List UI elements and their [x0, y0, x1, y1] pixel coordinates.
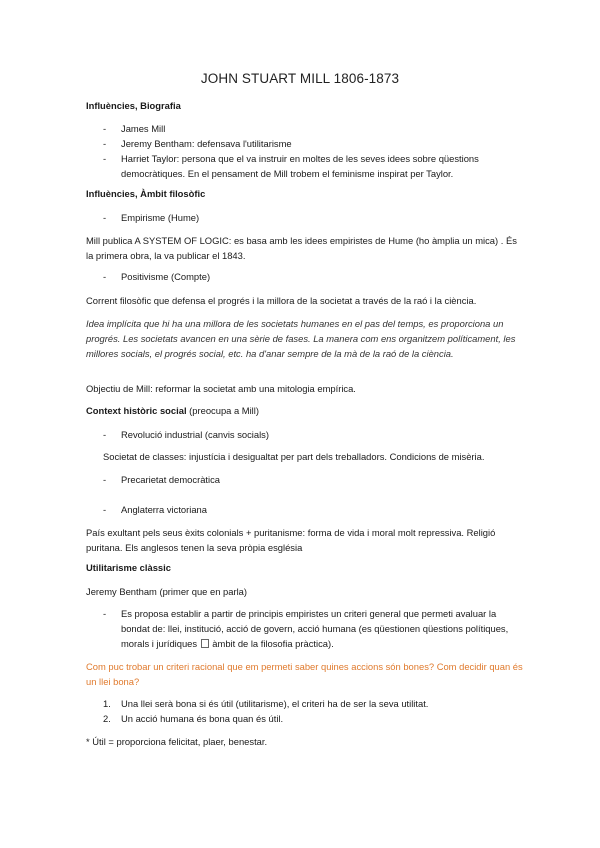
paragraph: Corrent filosòfic que defensa el progrés i la millora de la societat a través de la raó i la ciència.: [86, 295, 477, 306]
footnote: * Útil = proporciona felicitat, plaer, benestar.: [86, 736, 268, 747]
list-dash: -: [103, 504, 107, 515]
list-item-text: Anglaterra victoriana: [121, 504, 207, 515]
numbered-item-text: Un acció humana és bona quan és útil.: [121, 713, 284, 724]
list-item-text: Harriet Taylor: persona que el va instruir en moltes de les seves idees sobre qüestions democràtiques. En el pensament de Mill trobem el feminisme inspirat per Taylor.: [121, 153, 479, 179]
list-item-text: James Mill: [121, 123, 166, 134]
list-item-text: Empirisme (Hume): [121, 212, 200, 223]
section-heading-biografia: Influències, Biografia: [86, 100, 181, 111]
list-item-text: Revolució industrial (canvis socials): [121, 429, 269, 440]
question-paragraph: Com puc trobar un criteri racional que em permeti saber quines accions són bones? Com decidir quan és un llei bona?: [86, 661, 523, 687]
numbered-item-text: Una llei serà bona si és útil (utilitarisme), el criteri ha de ser la seva utilitat.: [121, 698, 429, 709]
section-heading-note: (preocupa a Mill): [186, 405, 259, 416]
list-item-text: Positivisme (Compte): [121, 271, 211, 282]
list-item-text-part1: Es proposa establir a partir de principis empiristes un criteri general que permeti avaluar la bondat de: llei, institució, acció de govern, acció humana (es qüestionen qüestions polítiques, morals i jurídiques: [121, 608, 509, 649]
list-dash: -: [103, 138, 107, 149]
list-item-text-part2: àmbit de la filosofia pràctica).: [209, 638, 334, 649]
numbered-item-number: 2.: [103, 713, 111, 724]
list-item-text: Precarietat democràtica: [121, 474, 221, 485]
paragraph: Jeremy Bentham (primer que en parla): [86, 586, 248, 597]
arrow-symbol-icon: [201, 639, 209, 648]
list-dash: -: [103, 123, 107, 134]
section-heading-context: [86, 405, 259, 416]
italic-paragraph: Idea implícita que hi ha una millora de les societats humanes en el pas del temps, es proporciona un progrés. Les societats avancen en una sèrie de fases. La manera com ens organitzem políticament, les millores socials, el progrés social, etc. ha d'anar sempre de la mà de la raó de la ciència.: [86, 318, 516, 359]
list-dash: -: [103, 429, 107, 440]
list-dash: -: [103, 153, 107, 164]
paragraph: Mill publica A SYSTEM OF LOGIC: es basa amb les idees empiristes de Hume (ho àmplia un mica) . És la primera obra, la va publicar el 1843.: [86, 235, 517, 261]
indented-paragraph: Societat de classes: injustícia i desigualtat per part dels treballadors. Condicions de misèria.: [103, 451, 485, 462]
list-dash: -: [103, 212, 107, 223]
list-item-text: Jeremy Bentham: defensava l'utilitarisme: [121, 138, 292, 149]
list-dash: -: [103, 271, 107, 282]
paragraph: País exultant pels seus èxits colonials + puritanisme: forma de vida i moral molt repressiva. Religió puritana. Els anglesos tenen la seva pròpia església: [86, 527, 496, 553]
numbered-item-number: 1.: [103, 698, 111, 709]
page-title: JOHN STUART MILL 1806-1873: [200, 71, 400, 86]
paragraph: Objectiu de Mill: reformar la societat amb una mitologia empírica.: [86, 383, 356, 394]
list-dash: -: [103, 608, 107, 619]
list-item-text: [121, 606, 521, 651]
list-dash: -: [103, 474, 107, 485]
section-heading-ambit-filosofic: Influències, Àmbit filosòfic: [86, 188, 206, 199]
section-heading-bold: Context històric social: [86, 405, 187, 416]
section-heading-utilitarisme: Utilitarisme clàssic: [86, 562, 171, 573]
